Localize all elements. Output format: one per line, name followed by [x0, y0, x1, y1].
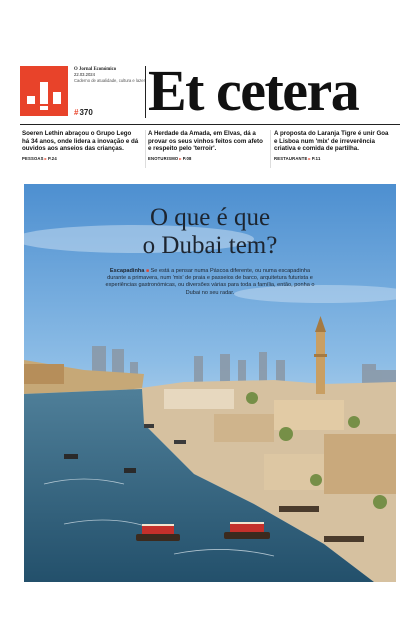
arrow-icon: ▸ [179, 155, 182, 161]
teaser-section: ENOTURISMO▸P.08 [148, 155, 192, 161]
hero-feature[interactable] [24, 184, 396, 582]
masthead-meta [74, 67, 154, 84]
feature-standfirst-text: Se está a pensar numa Páscoa diferente, ou numa escapadinha durante a primavera, num 'mix' de praia e passeios de barco, arquitetura futurista e experiências gastronómicas, ou diversões várias para toda a família, então, ponha o Dubai no seu radar. [105, 268, 315, 296]
teaser-enoturismo[interactable] [148, 130, 266, 161]
teaser-text: A proposta do Laranja Tigre é unir Goa e Lisboa num 'mix' de irreverência criativa e comida de partilha. [274, 130, 389, 153]
teaser-section: RESTAURANTE▸P.11 [274, 155, 321, 161]
masthead-rule [20, 124, 400, 125]
feature-headline-line2: o Dubai tem? [142, 232, 278, 259]
arrow-icon: ▸ [308, 155, 311, 161]
teaser-text: Soeren Lethin abraçou o Grupo Lego há 34 anos, onde lidera a inovação e dá ouvidos aos anseios das crianças. [22, 130, 139, 153]
teaser-text: A Herdade da Amada, em Elvas, dá a provar os seus vinhos feitos com afeto e respeito pelo 'terroir'. [148, 130, 263, 153]
feature-kicker: Escapadinha [109, 268, 145, 274]
minaret [316, 332, 325, 394]
issue-number [74, 108, 93, 117]
teaser-pessoas[interactable] [22, 130, 140, 161]
teaser-divider [270, 130, 271, 168]
issue-number-value: 370 [79, 108, 93, 117]
feature-headline-line1: O que é que [149, 204, 271, 231]
newspaper-logo [20, 66, 68, 116]
tagline: Caderno de atualidade, cultura e lazer [74, 78, 146, 84]
publisher-name: O Jornal Económico [74, 67, 117, 72]
teaser-restaurante[interactable] [274, 130, 392, 161]
arrow-icon: ▸ [44, 155, 47, 161]
square-bullet-icon: ■ [145, 268, 149, 274]
teaser-section: PESSOAS▸P.24 [22, 155, 57, 161]
masthead-divider [145, 66, 146, 118]
issue-date: 22.03.2024 [74, 72, 95, 78]
newspaper-page [20, 58, 400, 582]
issue-hash: # [74, 108, 79, 117]
teaser-divider [145, 130, 146, 168]
section-title: Et cetera [148, 58, 359, 123]
feature-standfirst [100, 268, 320, 297]
